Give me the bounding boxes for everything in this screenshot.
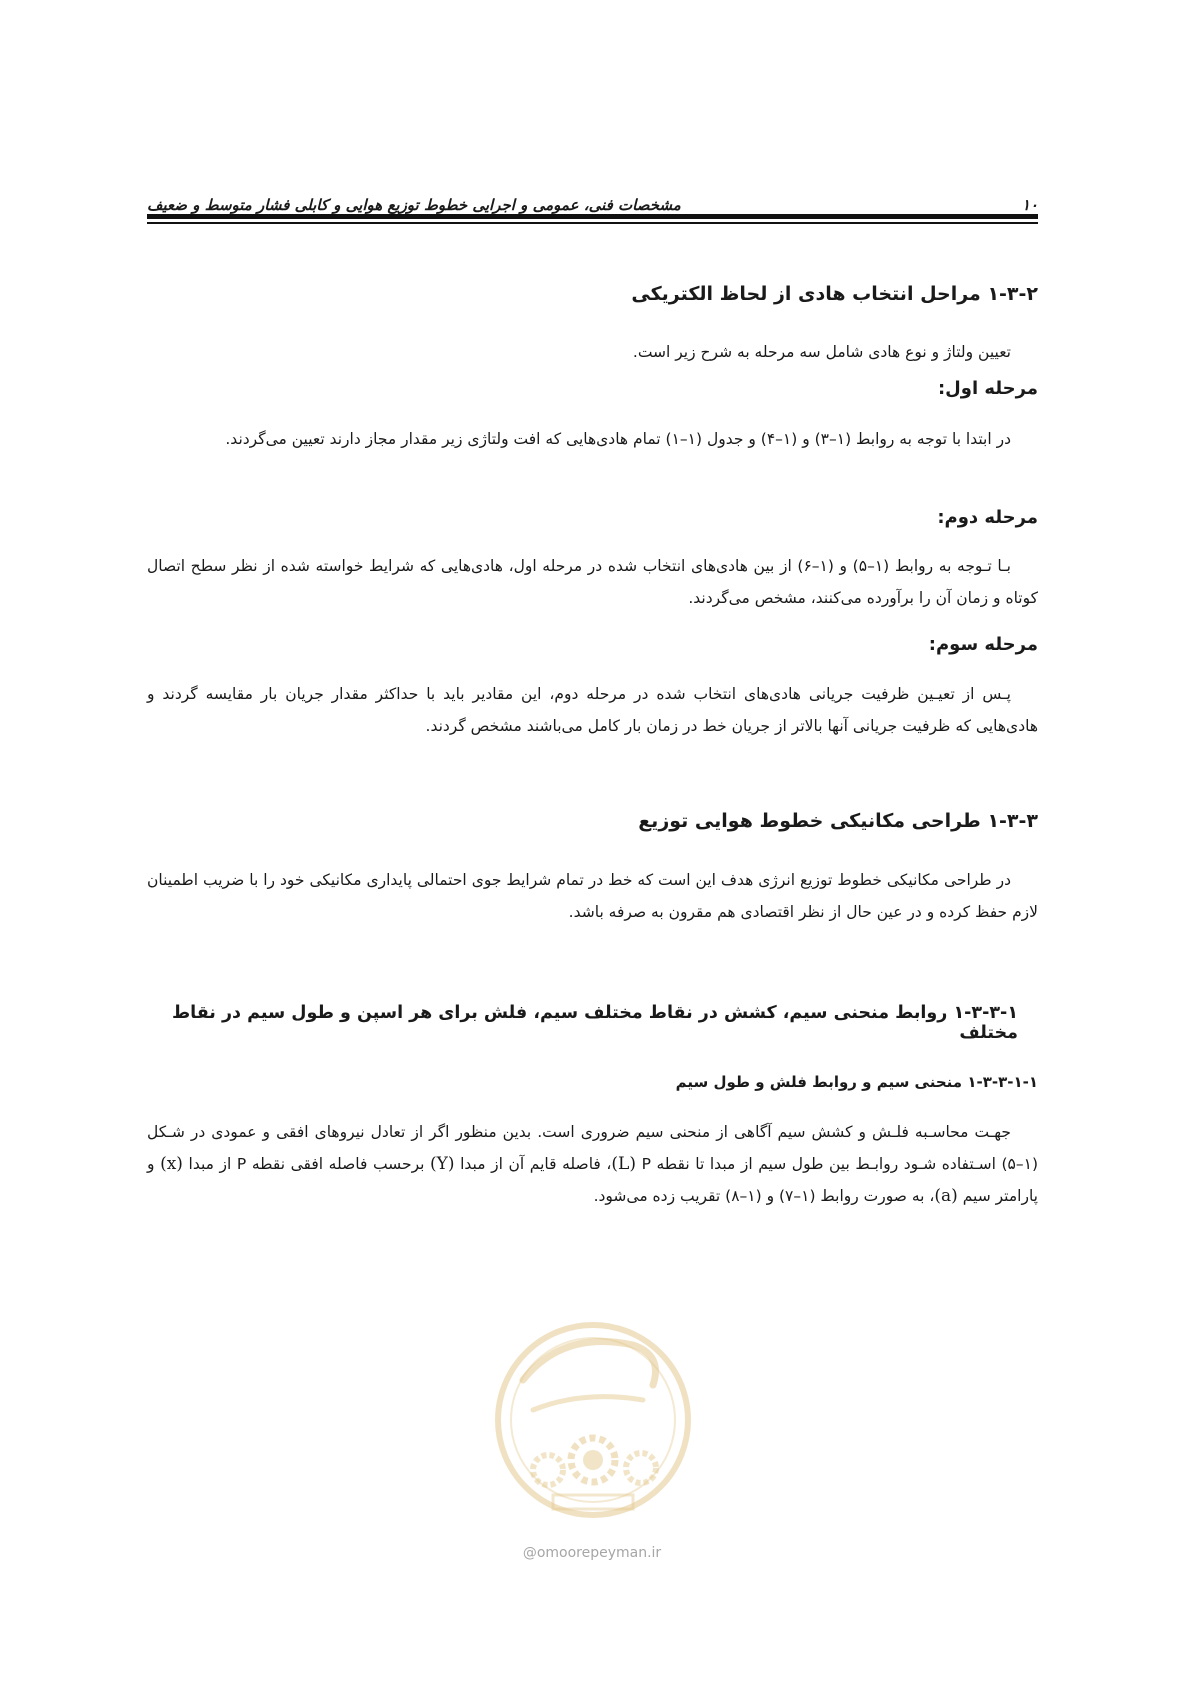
section-heading-wire-curve-relations: ۱-۳-۳-۱ روابط منحنی سیم، کشش در نقاط مختلف سیم، فلش برای هر اسپن و طول سیم در نقاط مختلف	[171, 1003, 1018, 1043]
step2-title: مرحله دوم:	[937, 507, 1038, 528]
wire-curve-text-c: برحسب فاصله افقی نقطه P از مبدا	[182, 1155, 431, 1173]
wire-curve-text-d: و پارامتر سیم	[147, 1155, 1038, 1205]
wire-curve-text-b: ، فاصله قایم آن از مبدا	[454, 1155, 612, 1173]
running-title: مشخصات فنی، عمومی و اجرایی خطوط توزیع هوایی و کابلی فشار متوسط و ضعیف	[147, 196, 681, 214]
running-header	[147, 184, 1038, 214]
step3-title: مرحله سوم:	[928, 634, 1038, 655]
step1-title: مرحله اول:	[937, 378, 1038, 399]
wire-curve-paragraph	[147, 1116, 1038, 1212]
step1-paragraph: در ابتدا با توجه به روابط (۱–۳) و (۱–۴) و جدول (۱–۱) تمام هادی‌هایی که افت ولتاژی زیر مقدار مجاز دارند تعیین می‌گردند.	[225, 430, 1011, 448]
mechanical-design-paragraph: در طراحی مکانیکی خطوط توزیع انرژی هدف این است که خط در تمام شرایط جوی احتمالی پایداری مکانیکی خود را با ضریب اطمینان لازم حفظ کرده و در عین حال از نظر اقتصادی هم مقرون به صرفه باشد.	[147, 871, 1038, 921]
header-rule-thin	[147, 222, 1038, 224]
intro-paragraph: تعیین ولتاژ و نوع هادی شامل سه مرحله به شرح زیر است.	[632, 343, 1011, 361]
symbol-L: (L)	[611, 1154, 636, 1174]
section-heading-wire-curve-sag: ۱-۳-۳-۱-۱ منحنی سیم و روابط فلش و طول سیم	[675, 1073, 1038, 1091]
watermark-at-icon: @	[522, 1545, 537, 1561]
step2-paragraph: بـا تـوجه به روابط (۱–۵) و (۱–۶) از بین هادی‌های انتخاب شده در مرحله اول، هادی‌هایی که شرایط خواسته شده از نظر سطح اتصال کوتاه و زمان آن را برآورده می‌کنند، مشخص می‌گردند.	[147, 557, 1038, 607]
wire-curve-text-a: جهـت محاسـبه فلـش و کشش سیم آگاهی از منحنی سیم ضروری است. بدین منظور اگر از تعادل نیروهای افقی و عمودی در شـکل (۱–۵) اسـتفاده شـود روابـط بین طول سیم از مبدا تا نقطه P	[147, 1123, 1038, 1173]
step3-paragraph: پـس از تعیـین ظرفیت جریانی هادی‌های انتخاب شده در مرحله دوم، این مقادیر باید با حداکثر مقدار جریان بار مقایسه گردند و هادی‌هایی که ظرفیت جریانی آنها بالاتر از جریان خط در زمان بار کامل می‌باشند مشخص گردند.	[147, 685, 1038, 735]
wire-curve-text-e: ، به صورت روابط (۱–۷) و (۱–۸) تقریب زده می‌شود.	[593, 1187, 935, 1205]
section-heading-electrical-selection: ۱-۳-۲ مراحل انتخاب هادی از لحاظ الکتریکی	[631, 283, 1038, 305]
watermark-logo	[493, 1300, 693, 1540]
symbol-Y: (Y)	[430, 1154, 455, 1174]
page-number: ۱۰	[1021, 196, 1038, 214]
section-heading-mechanical-design: ۱-۳-۳ طراحی مکانیکی خطوط هوایی توزیع	[638, 810, 1038, 832]
symbol-x: (x)	[160, 1154, 183, 1174]
symbol-a: (a)	[934, 1186, 958, 1206]
watermark-site: @omoorepeyman.ir	[522, 1545, 662, 1561]
header-rule-thick	[147, 214, 1038, 219]
